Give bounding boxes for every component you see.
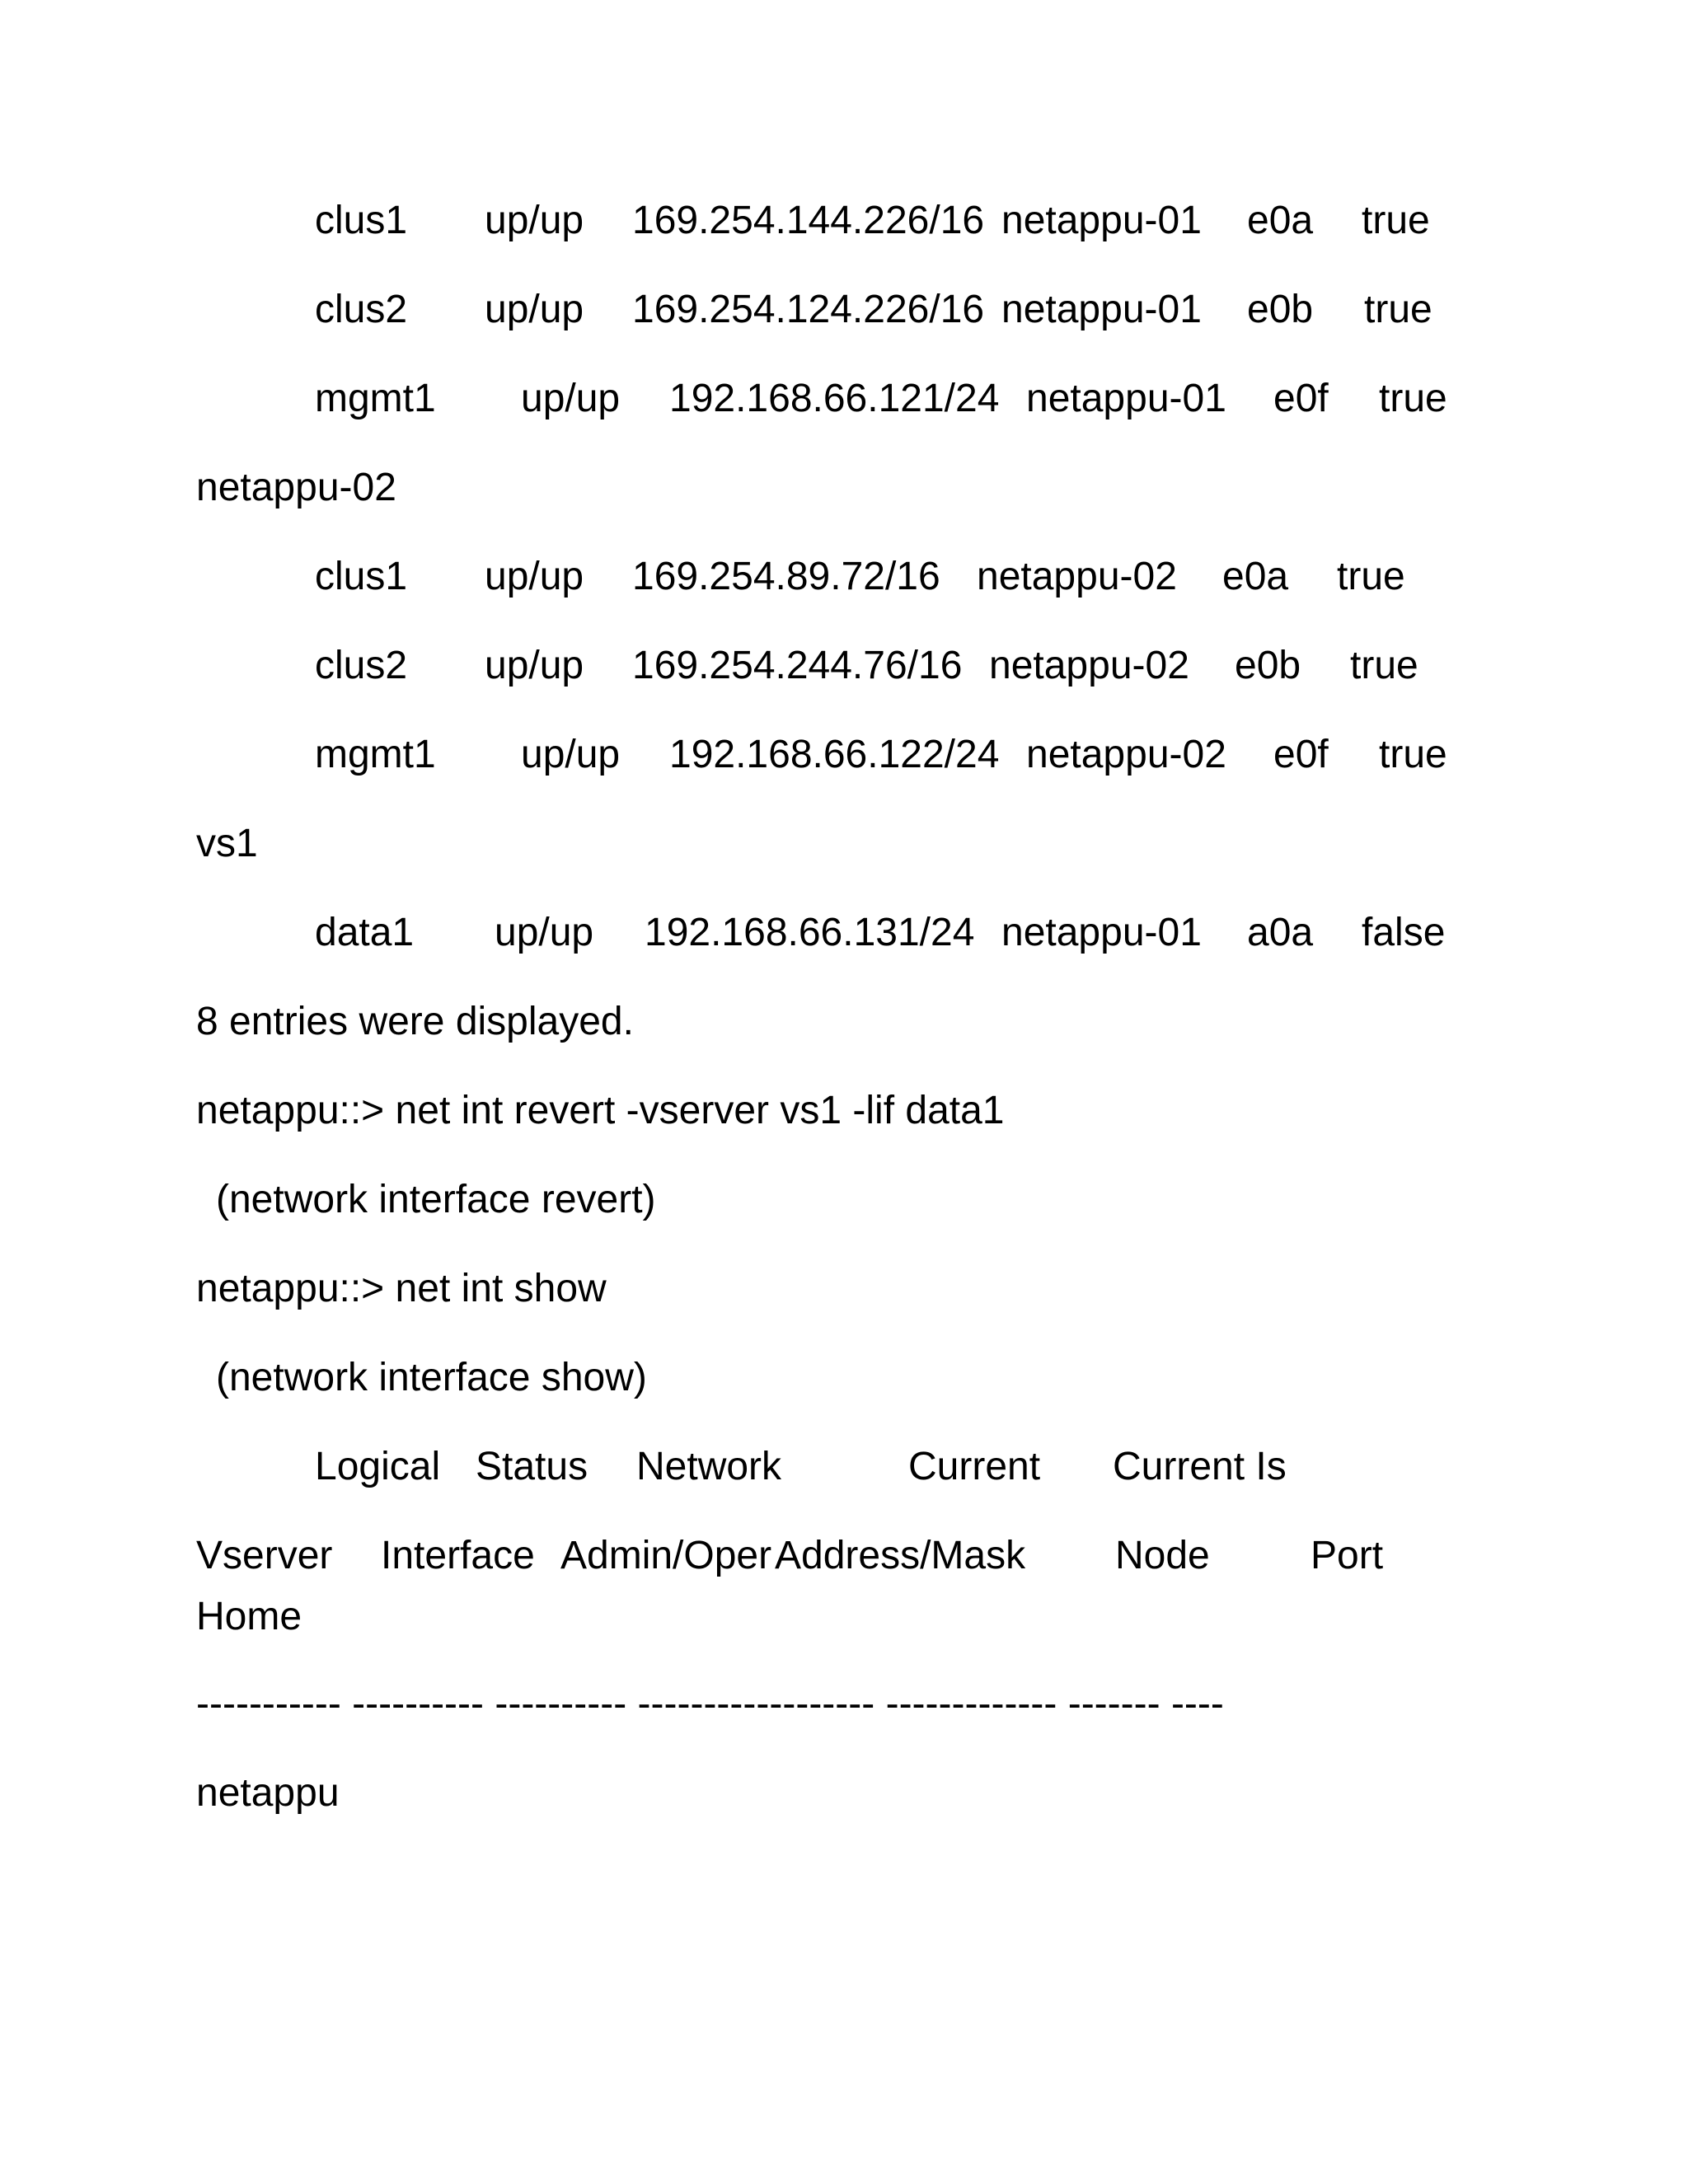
lif-port: e0a bbox=[1247, 199, 1314, 242]
lif-address: 169.254.124.226/16 bbox=[632, 288, 985, 331]
header-network: Network bbox=[636, 1445, 782, 1488]
lif-name: mgmt1 bbox=[315, 733, 436, 776]
lif-status: up/up bbox=[485, 644, 584, 687]
lif-address: 192.168.66.131/24 bbox=[645, 911, 975, 954]
lif-is-home: true bbox=[1364, 288, 1432, 331]
header-status: Status bbox=[476, 1445, 588, 1488]
vserver-heading: netappu bbox=[196, 1771, 340, 1815]
lif-is-home: true bbox=[1362, 199, 1430, 242]
lif-status: up/up bbox=[521, 377, 621, 420]
lif-address: 169.254.144.226/16 bbox=[632, 199, 985, 242]
header-current-port-is: Current Is bbox=[1113, 1445, 1287, 1488]
command-expansion: (network interface revert) bbox=[216, 1178, 656, 1221]
lif-address: 169.254.244.76/16 bbox=[632, 644, 963, 687]
node-heading: netappu-02 bbox=[196, 466, 396, 509]
header-address-mask: Address/Mask bbox=[775, 1534, 1026, 1577]
lif-status: up/up bbox=[495, 911, 594, 954]
lif-address: 192.168.66.122/24 bbox=[669, 733, 1000, 776]
command-line: netappu::> net int show bbox=[196, 1267, 607, 1310]
table-divider: ----------- ---------- ---------- ------------------ ------------- ------- ---- bbox=[196, 1682, 1224, 1726]
lif-port: e0f bbox=[1273, 377, 1329, 420]
header-vserver: Vserver bbox=[196, 1534, 333, 1577]
lif-status: up/up bbox=[485, 288, 584, 331]
lif-status: up/up bbox=[521, 733, 621, 776]
lif-is-home: true bbox=[1379, 733, 1447, 776]
lif-node: netappu-01 bbox=[1026, 377, 1226, 420]
lif-is-home: true bbox=[1350, 644, 1418, 687]
lif-name: clus1 bbox=[315, 555, 408, 598]
lif-port: e0b bbox=[1235, 644, 1301, 687]
lif-port: a0a bbox=[1247, 911, 1314, 954]
header-node: Node bbox=[1115, 1534, 1210, 1577]
lif-node: netappu-01 bbox=[1001, 288, 1202, 331]
lif-node: netappu-01 bbox=[1001, 199, 1202, 242]
lif-name: clus2 bbox=[315, 288, 408, 331]
lif-node: netappu-02 bbox=[1026, 733, 1226, 776]
lif-node: netappu-02 bbox=[989, 644, 1189, 687]
lif-port: e0b bbox=[1247, 288, 1314, 331]
lif-status: up/up bbox=[485, 199, 584, 242]
header-home: Home bbox=[196, 1595, 302, 1638]
header-current-node: Current bbox=[908, 1445, 1041, 1488]
lif-is-home: true bbox=[1337, 555, 1405, 598]
header-admin-oper: Admin/Oper bbox=[560, 1534, 772, 1577]
lif-name: mgmt1 bbox=[315, 377, 436, 420]
lif-node: netappu-01 bbox=[1001, 911, 1202, 954]
lif-status: up/up bbox=[485, 555, 584, 598]
lif-is-home: true bbox=[1379, 377, 1447, 420]
lif-name: clus1 bbox=[315, 199, 408, 242]
lif-port: e0f bbox=[1273, 733, 1329, 776]
lif-is-home: false bbox=[1362, 911, 1446, 954]
entries-summary: 8 entries were displayed. bbox=[196, 1000, 634, 1043]
lif-name: clus2 bbox=[315, 644, 408, 687]
lif-node: netappu-02 bbox=[977, 555, 1177, 598]
command-expansion: (network interface show) bbox=[216, 1356, 647, 1399]
command-line: netappu::> net int revert -vserver vs1 -lif data1 bbox=[196, 1089, 1005, 1132]
lif-name: data1 bbox=[315, 911, 415, 954]
header-interface: Interface bbox=[381, 1534, 535, 1577]
lif-address: 169.254.89.72/16 bbox=[632, 555, 940, 598]
header-port: Port bbox=[1311, 1534, 1384, 1577]
lif-port: e0a bbox=[1222, 555, 1289, 598]
lif-address: 192.168.66.121/24 bbox=[669, 377, 1000, 420]
header-logical: Logical bbox=[315, 1445, 441, 1488]
vserver-heading: vs1 bbox=[196, 822, 258, 865]
